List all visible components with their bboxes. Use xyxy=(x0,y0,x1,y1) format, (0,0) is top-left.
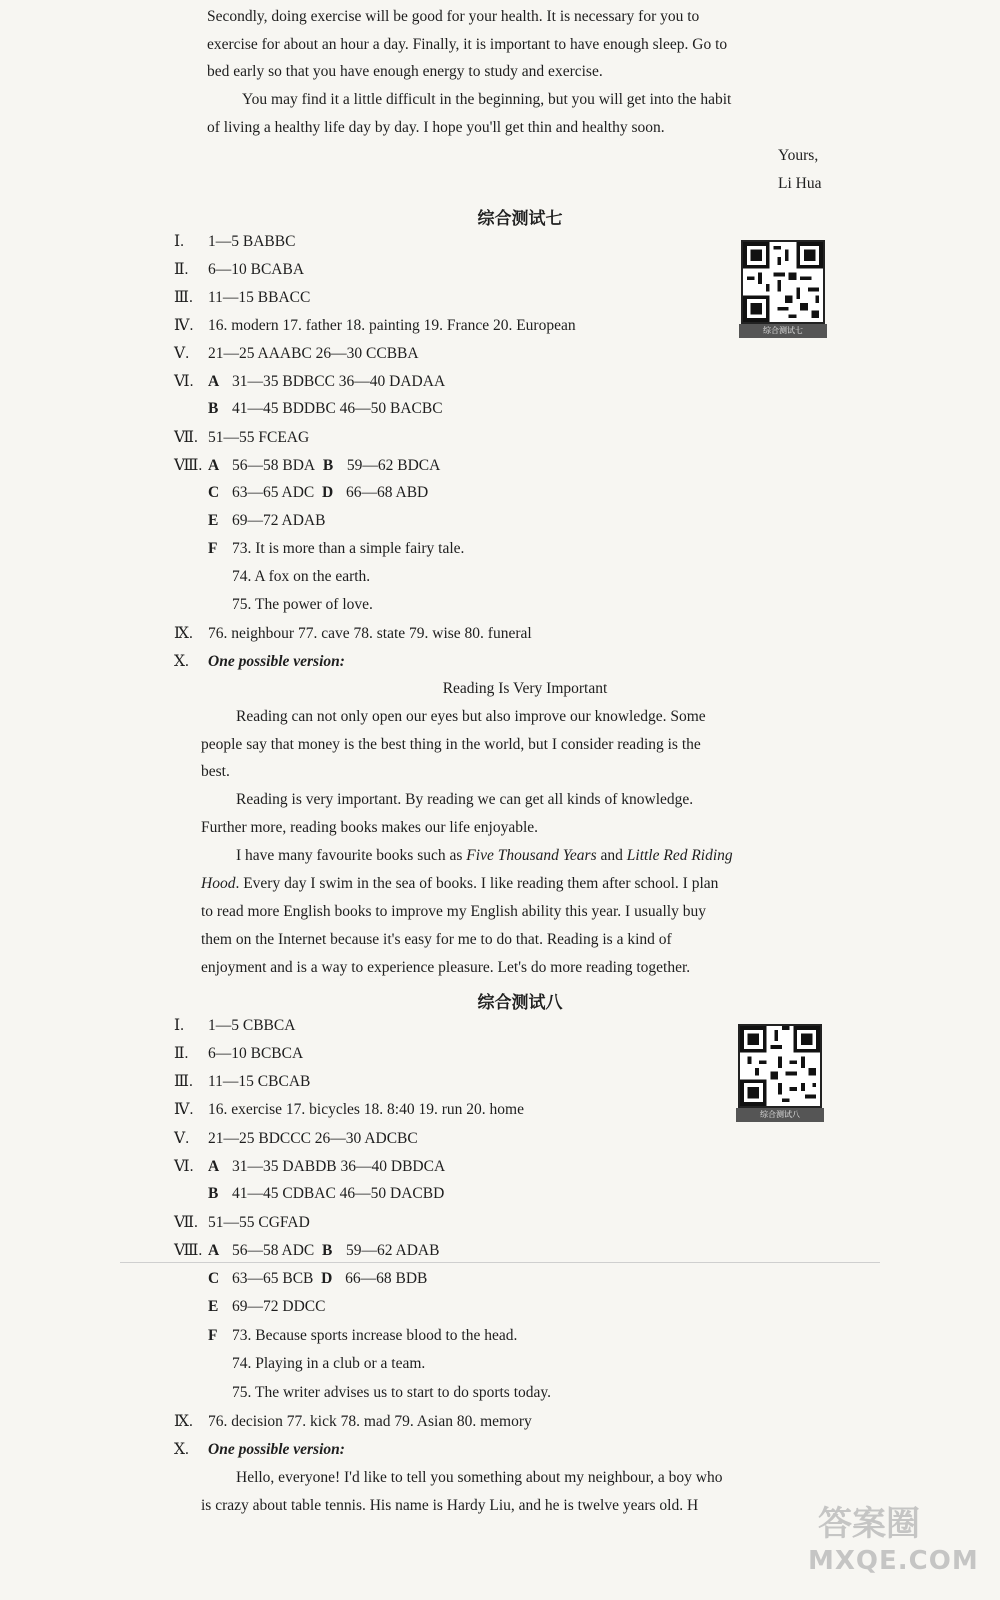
answer-row: 75. The writer advises us to start to do sports today. xyxy=(232,1384,551,1401)
answer-row: E 69—72 DDCC xyxy=(208,1298,326,1315)
essay-line: Reading can not only open our eyes but also improve our knowledge. Some xyxy=(236,708,706,725)
letter-line: bed early so that you have enough energy to study and exercise. xyxy=(207,63,603,80)
answer-row: Ⅳ. 16. exercise 17. bicycles 18. 8:40 19. run 20. home xyxy=(174,1101,524,1118)
answer-row: 74. Playing in a club or a team. xyxy=(232,1355,426,1372)
watermark-site: MXQE.COM xyxy=(808,1546,979,1576)
answer-row: Ⅸ. 76. neighbour 77. cave 78. state 79. wise 80. funeral xyxy=(174,625,532,642)
answer-row: Ⅲ. 11—15 BBACC xyxy=(174,289,311,306)
answer-row: Ⅹ. One possible version: xyxy=(174,1441,345,1458)
qr-code-test8[interactable] xyxy=(738,1024,822,1108)
letter-closing: Yours, xyxy=(778,147,819,164)
essay-line: to read more English books to improve my English ability this year. I usually buy xyxy=(201,903,706,920)
watermark-logo: 答案圈 xyxy=(818,1504,920,1544)
answer-row: Ⅶ. 51—55 CGFAD xyxy=(174,1214,310,1231)
answer-row: C 63—65 BCB D 66—68 BDB xyxy=(208,1270,428,1287)
letter-signature: Li Hua xyxy=(778,175,822,192)
letter-line: You may find it a little difficult in the beginning, but you will get into the habit xyxy=(242,91,732,108)
answer-row: Ⅴ. 21—25 BDCCC 26—30 ADCBC xyxy=(174,1130,418,1147)
answer-row: Ⅶ. 51—55 FCEAG xyxy=(174,429,310,446)
essay-line: is crazy about table tennis. His name is Hardy Liu, and he is twelve years old. H xyxy=(201,1497,699,1514)
essay-line: Reading is very important. By reading we can get all kinds of knowledge. xyxy=(236,791,694,808)
answer-row: Ⅴ. 21—25 AAABC 26—30 CCBBA xyxy=(174,345,419,362)
essay-line: Hello, everyone! I'd like to tell you something about my neighbour, a boy who xyxy=(236,1469,723,1486)
answer-row: Ⅳ. 16. modern 17. father 18. painting 19. France 20. European xyxy=(174,317,576,334)
answer-row: Ⅱ. 6—10 BCBCA xyxy=(174,1045,304,1062)
test7-heading: 综合测试七 xyxy=(477,209,563,229)
letter-line: of living a healthy life day by day. I hope you'll get thin and healthy soon. xyxy=(207,119,665,136)
answer-row: 75. The power of love. xyxy=(232,596,373,613)
answer-row: Ⅲ. 11—15 CBCAB xyxy=(174,1073,311,1090)
qr-caption-test8: 综合测试八 xyxy=(736,1108,824,1122)
answer-row: Ⅹ. One possible version: xyxy=(174,653,345,670)
answer-row: E 69—72 ADAB xyxy=(208,512,326,529)
essay-line: I have many favourite books such as Five Thousand Years and Little Red Riding xyxy=(236,847,733,864)
answer-row: Ⅵ. A 31—35 BDBCC 36—40 DADAA xyxy=(174,373,446,390)
answer-row: F 73. It is more than a simple fairy tale. xyxy=(208,540,465,557)
letter-line: Secondly, doing exercise will be good for your health. It is necessary for you to xyxy=(207,8,700,25)
answer-row: B 41—45 CDBAC 46—50 DACBD xyxy=(208,1185,445,1202)
answer-row: C 63—65 ADC D 66—68 ABD xyxy=(208,484,429,501)
answer-row: Ⅵ. A 31—35 DABDB 36—40 DBDCA xyxy=(174,1158,446,1175)
answer-row: Ⅰ. 1—5 BABBC xyxy=(174,233,296,250)
essay-title: Reading Is Very Important xyxy=(442,680,608,697)
essay-line: people say that money is the best thing in the world, but I consider reading is the xyxy=(201,736,701,753)
qr-caption-test7: 综合测试七 xyxy=(739,324,827,338)
essay-line: Hood. Every day I swim in the sea of books. I like reading them after school. I plan xyxy=(201,875,719,892)
essay-line: best. xyxy=(201,763,230,780)
answer-row: Ⅱ. 6—10 BCABA xyxy=(174,261,305,278)
essay-line: Further more, reading books makes our life enjoyable. xyxy=(201,819,539,836)
answer-row: 74. A fox on the earth. xyxy=(232,568,371,585)
answer-row: Ⅰ. 1—5 CBBCA xyxy=(174,1017,296,1034)
qr-code-test7[interactable] xyxy=(741,240,825,324)
answer-row: Ⅷ. A 56—58 BDA B 59—62 BDCA xyxy=(174,457,441,474)
test8-heading: 综合测试八 xyxy=(477,993,563,1013)
answer-row: Ⅸ. 76. decision 77. kick 78. mad 79. Asian 80. memory xyxy=(174,1413,532,1430)
answer-row: Ⅷ. A 56—58 ADC B 59—62 ADAB xyxy=(174,1242,440,1259)
answer-row: B 41—45 BDDBC 46—50 BACBC xyxy=(208,400,443,417)
essay-line: them on the Internet because it's easy for me to do that. Reading is a kind of xyxy=(201,931,672,948)
answer-row: F 73. Because sports increase blood to the head. xyxy=(208,1327,518,1344)
letter-line: exercise for about an hour a day. Finally, it is important to have enough sleep. Go to xyxy=(207,36,728,53)
page-fold-line xyxy=(120,1262,880,1263)
essay-line: enjoyment and is a way to experience pleasure. Let's do more reading together. xyxy=(201,959,691,976)
